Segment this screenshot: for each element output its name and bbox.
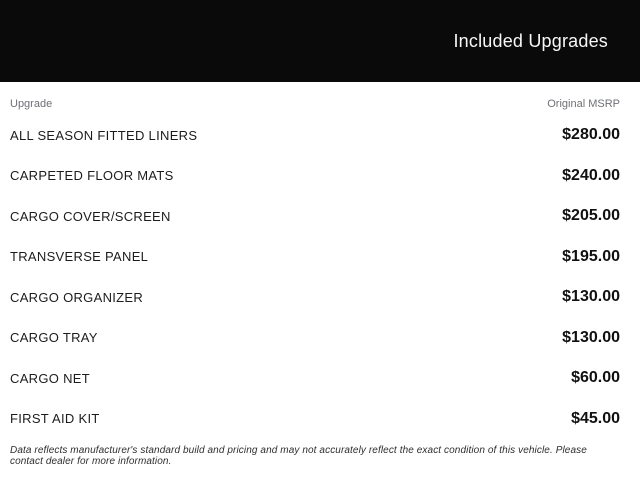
upgrade-name: CARGO COVER/SCREEN (10, 208, 171, 224)
disclaimer-text: Data reflects manufacturer's standard build and pricing and may not accurately reflect the exact condition of this vehicle. Please contact dealer for more information. (10, 445, 587, 467)
page-title: Included Upgrades (453, 30, 608, 51)
upgrade-name: CARGO ORGANIZER (10, 289, 144, 305)
table-row (10, 156, 620, 197)
table-row (10, 115, 620, 156)
table-row (10, 399, 620, 440)
upgrade-price: $45.00 (571, 409, 620, 427)
included-upgrades-header-bar (0, 0, 640, 82)
upgrades-table (0, 82, 640, 439)
upgrade-name: CARPETED FLOOR MATS (10, 168, 174, 184)
upgrade-name: TRANSVERSE PANEL (10, 249, 149, 265)
upgrade-name: CARGO NET (10, 370, 90, 386)
table-rows (10, 115, 620, 439)
table-row (10, 277, 620, 318)
table-row (10, 196, 620, 237)
upgrade-price: $280.00 (562, 126, 620, 144)
upgrade-name: FIRST AID KIT (10, 411, 100, 427)
upgrade-price: $205.00 (562, 207, 620, 225)
upgrade-name: CARGO TRAY (10, 330, 98, 346)
upgrade-price: $130.00 (562, 328, 620, 346)
table-row (10, 237, 620, 278)
upgrade-price: $60.00 (571, 369, 620, 387)
table-row (10, 318, 620, 359)
column-header-upgrade: Upgrade (10, 98, 53, 110)
table-header-row (10, 82, 620, 110)
upgrade-name: ALL SEASON FITTED LINERS (10, 127, 198, 143)
upgrade-price: $130.00 (562, 288, 620, 306)
table-row (10, 358, 620, 399)
upgrade-price: $195.00 (562, 247, 620, 265)
upgrade-price: $240.00 (562, 166, 620, 184)
column-header-original-msrp: Original MSRP (547, 98, 620, 110)
